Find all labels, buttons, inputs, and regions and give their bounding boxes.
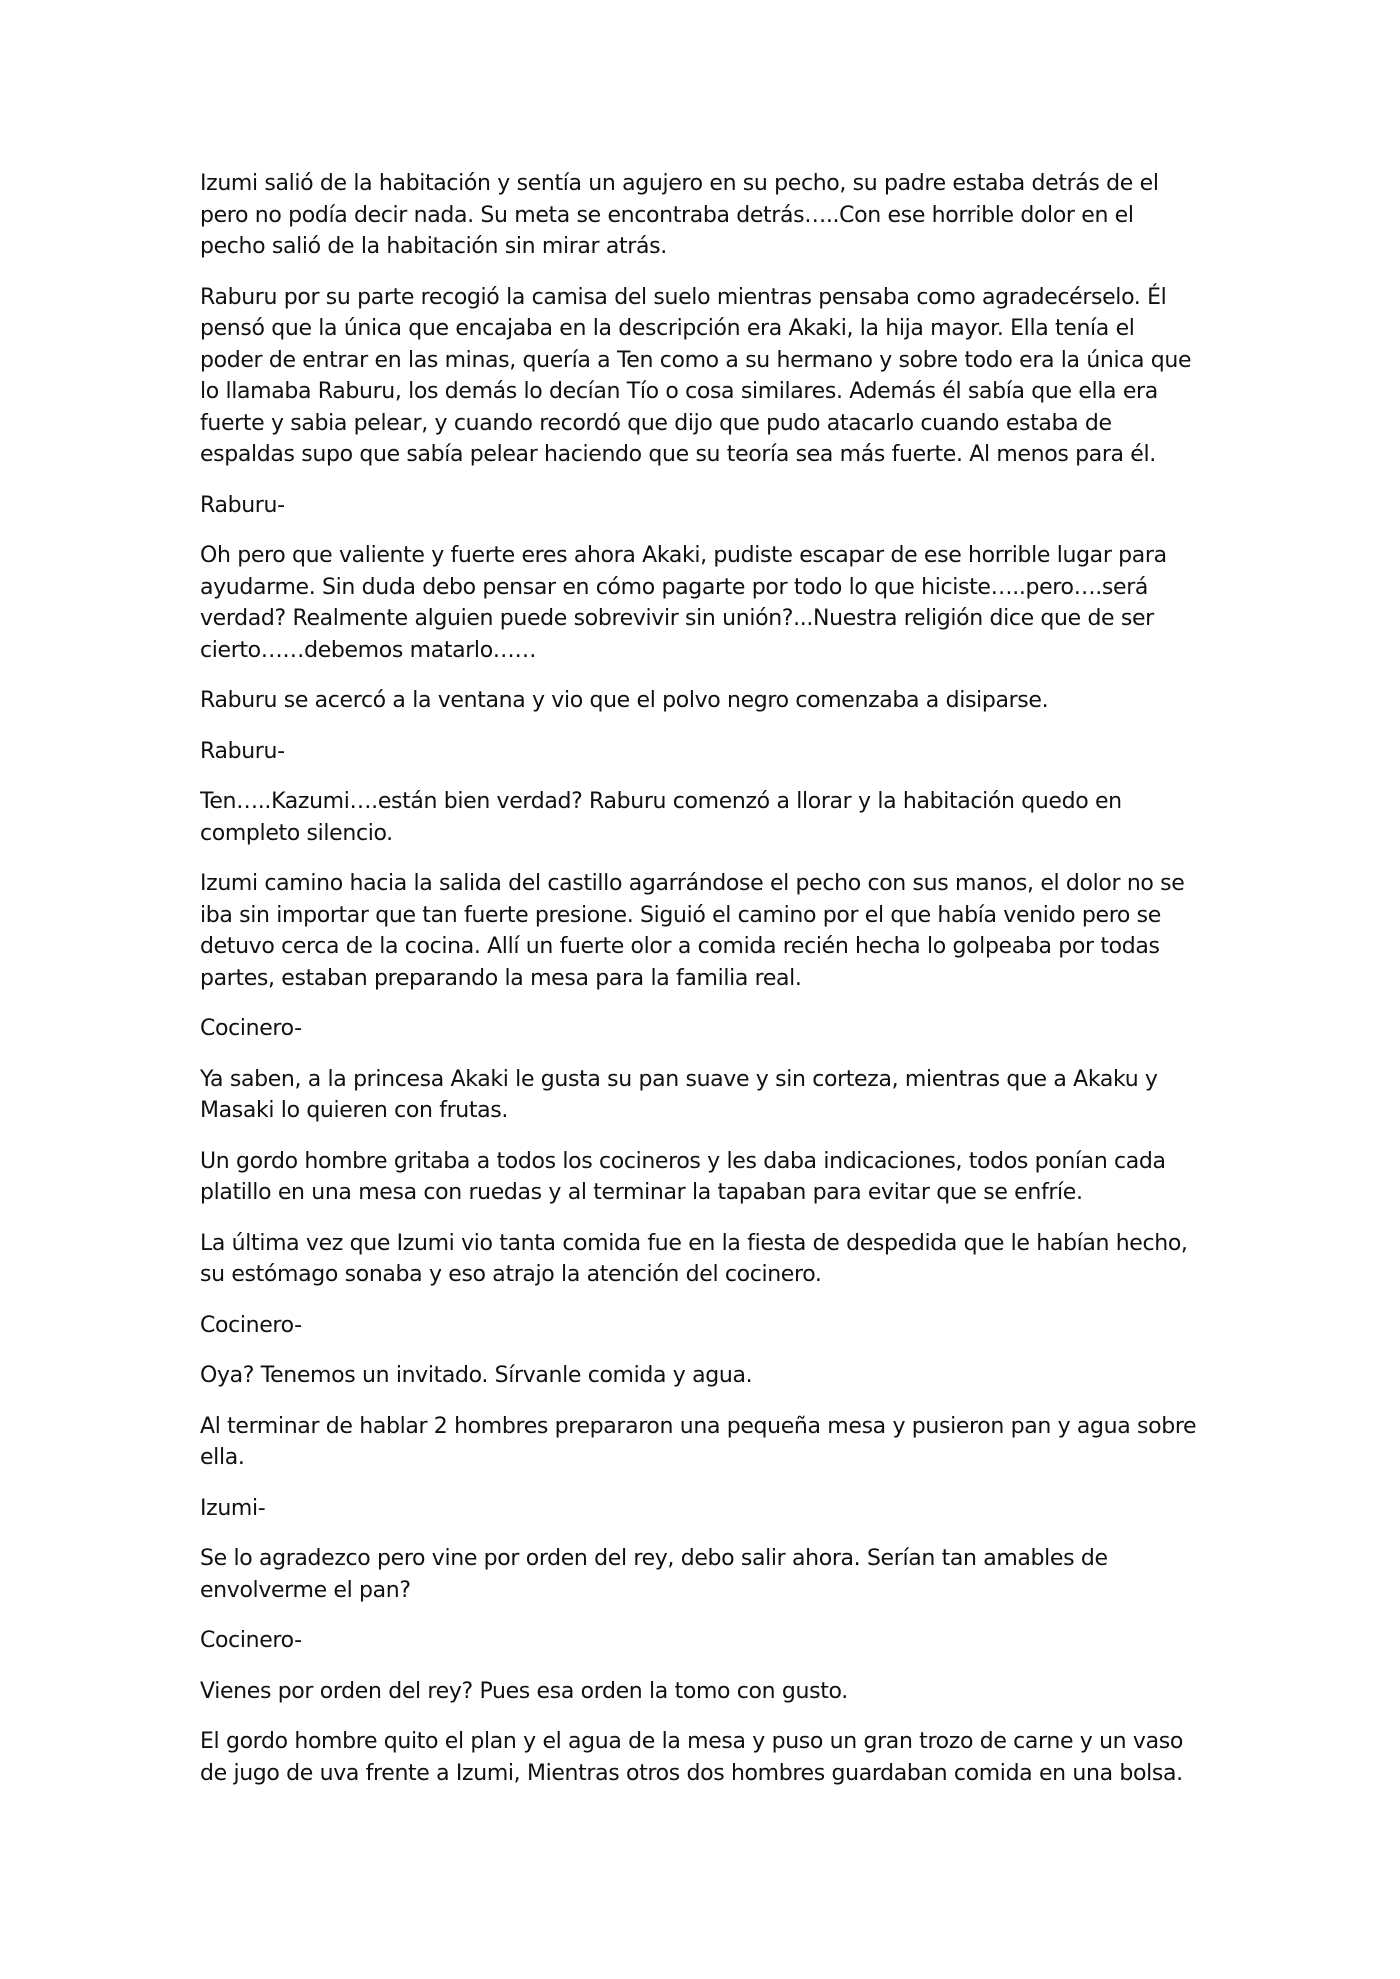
speaker-label: Cocinero-: [200, 1312, 302, 1338]
paragraph: Un gordo hombre gritaba a todos los cocineros y les daba indicaciones, todos ponían cada platillo en una mesa con ruedas y al terminar la tapaban para evitar que se enfríe.: [200, 1148, 1166, 1205]
speaker-label: Raburu-: [200, 492, 285, 518]
dialogue-paragraph: Ten…..Kazumi….están bien verdad? Raburu comenzó a llorar y la habitación quedo en completo silencio.: [200, 789, 1122, 846]
document-page: [200, 168, 1200, 1808]
speaker-label: Raburu-: [200, 738, 285, 764]
dialogue-paragraph: Oh pero que valiente y fuerte eres ahora Akaki, pudiste escapar de ese horrible lugar para ayudarme. Sin duda debo pensar en cómo pagarte por todo lo que hiciste…..pero….será verdad? Realmente alguien puede sobrevivir sin unión?...Nuestra religión dice que de ser cierto……debemos matarlo……: [200, 543, 1167, 663]
dialogue-paragraph: Vienes por orden del rey? Pues esa orden la tomo con gusto.: [200, 1678, 848, 1704]
dialogue-paragraph: Ya saben, a la princesa Akaki le gusta su pan suave y sin corteza, mientras que a Akaku y Masaki lo quieren con frutas.: [200, 1066, 1158, 1123]
paragraph: Izumi salió de la habitación y sentía un agujero en su pecho, su padre estaba detrás de el pero no podía decir nada. Su meta se encontraba detrás…..Con ese horrible dolor en el pecho salió de la habitación sin mirar atrás.: [200, 171, 1159, 259]
paragraph: Raburu por su parte recogió la camisa del suelo mientras pensaba como agradecérselo. Él pensó que la única que encajaba en la descripción era Akaki, la hija mayor. Ella tenía el poder de entrar en las minas, quería a Ten como a su hermano y sobre todo era la única que lo llamaba Raburu, los demás lo decían Tío o cosa similares. Además él sabía que ella era fuerte y sabia pelear, y cuando recordó que dijo que pudo atacarlo cuando estaba de espaldas supo que sabía pelear haciendo que su teoría sea más fuerte. Al menos para él.: [200, 284, 1192, 467]
speaker-label: Cocinero-: [200, 1628, 302, 1653]
speaker-label: Izumi-: [200, 1495, 266, 1521]
paragraph: Al terminar de hablar 2 hombres prepararon una pequeña mesa y pusieron pan y agua sobre ella.: [200, 1413, 1197, 1470]
paragraph: La última vez que Izumi vio tanta comida fue en la fiesta de despedida que le habían hecho, su estómago sonaba y eso atrajo la atención del cocinero.: [200, 1230, 1188, 1287]
dialogue-paragraph: Se lo agradezco pero vine por orden del rey, debo salir ahora. Serían tan amables de envolverme el pan?: [200, 1546, 1108, 1603]
speaker-label: Cocinero-: [200, 1016, 302, 1041]
paragraph: El gordo hombre quito el plan y el agua de la mesa y puso un gran trozo de carne y un vaso de jugo de uva frente a Izumi, Mientras otros dos hombres guardaban comida en una bolsa.: [200, 1729, 1183, 1786]
paragraph: Izumi camino hacia la salida del castillo agarrándose el pecho con sus manos, el dolor no se iba sin importar que tan fuerte presione. Siguió el camino por el que había venido pero se detuvo cerca de la cocina. Allí un fuerte olor a comida recién hecha lo golpeaba por todas partes, estaban preparando la mesa para la familia real.: [200, 871, 1185, 991]
paragraph: Raburu se acercó a la ventana y vio que el polvo negro comenzaba a disiparse.: [200, 688, 1049, 713]
dialogue-paragraph: Oya? Tenemos un invitado. Sírvanle comida y agua.: [200, 1363, 753, 1388]
